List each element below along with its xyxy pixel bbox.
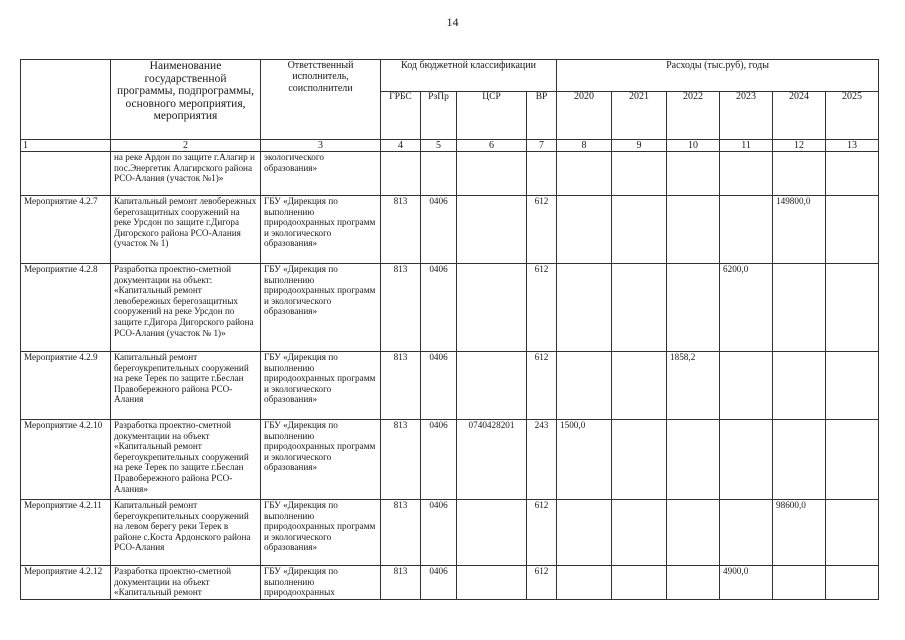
- column-number: 10: [667, 140, 720, 152]
- row-value-2020: [557, 152, 612, 196]
- row-vr: 243: [527, 420, 557, 500]
- row-value-2024: [773, 420, 826, 500]
- row-value-2020: [557, 566, 612, 600]
- row-rzpr: 0406: [421, 420, 457, 500]
- row-value-2021: [612, 352, 667, 420]
- header-row-top: [21, 60, 879, 92]
- row-value-2023: 4900,0: [720, 566, 773, 600]
- row-value-2024: [773, 566, 826, 600]
- row-grbs: 813: [381, 566, 421, 600]
- header-expenses: Расходы (тыс.руб), годы: [557, 60, 879, 92]
- column-number: 12: [773, 140, 826, 152]
- row-value-2025: [826, 352, 879, 420]
- row-value-2023: [720, 152, 773, 196]
- page-number: 14: [446, 15, 459, 29]
- row-value-2021: [612, 566, 667, 600]
- row-vr: 612: [527, 566, 557, 600]
- row-csr: [457, 196, 527, 264]
- column-number: 3: [261, 140, 381, 152]
- row-value-2020: [557, 264, 612, 352]
- row-name: Капитальный ремонт берегоукрепительных сооружений на реке Терек по защите г.Беслан Правобережного района РСО-Алания: [111, 352, 261, 420]
- row-value-2021: [612, 264, 667, 352]
- row-value-2021: [612, 500, 667, 566]
- row-executor: ГБУ «Дирекция по выполнению природоохранных программ и экологического образования»: [261, 500, 381, 566]
- row-rzpr: [421, 152, 457, 196]
- row-name: Разработка проектно-сметной документации на объект «Капитальный ремонт: [111, 566, 261, 600]
- column-number: 9: [612, 140, 667, 152]
- header-year: 2025: [826, 92, 879, 140]
- row-rzpr: 0406: [421, 196, 457, 264]
- row-value-2024: 149800,0: [773, 196, 826, 264]
- row-value-2023: [720, 420, 773, 500]
- row-csr: [457, 264, 527, 352]
- header-year: 2022: [667, 92, 720, 140]
- row-rzpr: 0406: [421, 264, 457, 352]
- header-executor: Ответственный исполнитель, соисполнители: [261, 60, 381, 140]
- header-grbs: ГРБС: [381, 92, 421, 140]
- row-vr: [527, 152, 557, 196]
- row-vr: 612: [527, 500, 557, 566]
- row-name: Разработка проектно-сметной документации на объект «Капитальный ремонт берегоукрепительных сооружений на реке Терек по защите г.Беслан Правобережного района РСО-Алания»: [111, 420, 261, 500]
- row-executor: ГБУ «Дирекция по выполнению природоохранных: [261, 566, 381, 600]
- row-csr: [457, 500, 527, 566]
- row-value-2022: [667, 264, 720, 352]
- row-value-2020: [557, 352, 612, 420]
- row-rzpr: 0406: [421, 352, 457, 420]
- header-vr: ВР: [527, 92, 557, 140]
- budget-table: [20, 59, 879, 600]
- row-value-2025: [826, 500, 879, 566]
- header-year: 2020: [557, 92, 612, 140]
- row-grbs: 813: [381, 196, 421, 264]
- row-label: [21, 152, 111, 196]
- row-label: Мероприятие 4.2.7: [21, 196, 111, 264]
- row-value-2025: [826, 152, 879, 196]
- row-grbs: 813: [381, 352, 421, 420]
- header-year: 2021: [612, 92, 667, 140]
- row-csr: 0740428201: [457, 420, 527, 500]
- row-name: на реке Ардон по защите г.Алагир и пос.Энергетик Алагирского района РСО-Алания (участок №1)»: [111, 152, 261, 196]
- header-name: Наименование государственной программы, подпрограммы, основного мероприятия, мероприятия: [111, 60, 261, 140]
- row-executor: ГБУ «Дирекция по выполнению природоохранных программ и экологического образования»: [261, 196, 381, 264]
- header-budget-code: Код бюджетной классификации: [381, 60, 557, 92]
- row-value-2023: 6200,0: [720, 264, 773, 352]
- column-number-row: [21, 140, 879, 152]
- table-row: [21, 196, 879, 264]
- row-value-2021: [612, 196, 667, 264]
- row-value-2020: 1500,0: [557, 420, 612, 500]
- row-value-2022: [667, 420, 720, 500]
- row-grbs: 813: [381, 420, 421, 500]
- row-name: Капитальный ремонт левобережных берегозащитных сооружений на реке Урсдон по защите г.Дигора Дигорского района РСО-Алания (участок № 1): [111, 196, 261, 264]
- column-number: 1: [21, 140, 111, 152]
- row-value-2022: [667, 152, 720, 196]
- row-label: Мероприятие 4.2.10: [21, 420, 111, 500]
- row-grbs: 813: [381, 264, 421, 352]
- row-label: Мероприятие 4.2.8: [21, 264, 111, 352]
- row-label: Мероприятие 4.2.11: [21, 500, 111, 566]
- column-number: 5: [421, 140, 457, 152]
- row-value-2024: [773, 264, 826, 352]
- row-value-2024: 98600,0: [773, 500, 826, 566]
- row-value-2021: [612, 152, 667, 196]
- row-value-2020: [557, 500, 612, 566]
- row-csr: [457, 566, 527, 600]
- row-vr: 612: [527, 264, 557, 352]
- table-row: [21, 566, 879, 600]
- row-value-2022: 1858,2: [667, 352, 720, 420]
- header-rzpr: РзПр: [421, 92, 457, 140]
- row-value-2022: [667, 196, 720, 264]
- row-value-2024: [773, 352, 826, 420]
- row-executor: экологического образования»: [261, 152, 381, 196]
- row-value-2025: [826, 196, 879, 264]
- column-number: 6: [457, 140, 527, 152]
- row-csr: [457, 152, 527, 196]
- row-value-2023: [720, 500, 773, 566]
- header-csr: ЦСР: [457, 92, 527, 140]
- table-row: [21, 500, 879, 566]
- column-number: 8: [557, 140, 612, 152]
- row-rzpr: 0406: [421, 500, 457, 566]
- row-label: Мероприятие 4.2.9: [21, 352, 111, 420]
- table-row: [21, 420, 879, 500]
- column-number: 7: [527, 140, 557, 152]
- row-label: Мероприятие 4.2.12: [21, 566, 111, 600]
- row-executor: ГБУ «Дирекция по выполнению природоохранных программ и экологического образования»: [261, 352, 381, 420]
- row-value-2022: [667, 500, 720, 566]
- row-executor: ГБУ «Дирекция по выполнению природоохранных программ и экологического образования»: [261, 264, 381, 352]
- table-row: [21, 352, 879, 420]
- header-empty-cell: [21, 60, 111, 140]
- row-value-2023: [720, 352, 773, 420]
- row-value-2023: [720, 196, 773, 264]
- row-value-2021: [612, 420, 667, 500]
- column-number: 13: [826, 140, 879, 152]
- row-rzpr: 0406: [421, 566, 457, 600]
- row-executor: ГБУ «Дирекция по выполнению природоохранных программ и экологического образования»: [261, 420, 381, 500]
- row-name: Разработка проектно-сметной документации на объект: «Капитальный ремонт левобережных берегозащитных сооружений на реке Урсдон по защите г.Дигора Дигорского района РСО-Алания (участок № 1)»: [111, 264, 261, 352]
- row-vr: 612: [527, 196, 557, 264]
- row-value-2025: [826, 420, 879, 500]
- column-number: 11: [720, 140, 773, 152]
- row-value-2024: [773, 152, 826, 196]
- table-row: [21, 152, 879, 196]
- row-value-2022: [667, 566, 720, 600]
- header-year: 2023: [720, 92, 773, 140]
- row-csr: [457, 352, 527, 420]
- column-number: 4: [381, 140, 421, 152]
- row-vr: 612: [527, 352, 557, 420]
- column-number: 2: [111, 140, 261, 152]
- row-value-2025: [826, 566, 879, 600]
- table-row: [21, 264, 879, 352]
- row-grbs: [381, 152, 421, 196]
- row-name: Капитальный ремонт берегоукрепительных сооружений на левом берегу реки Терек в районе с.Коста Ардонского района РСО-Алания: [111, 500, 261, 566]
- row-grbs: 813: [381, 500, 421, 566]
- row-value-2025: [826, 264, 879, 352]
- row-value-2020: [557, 196, 612, 264]
- header-year: 2024: [773, 92, 826, 140]
